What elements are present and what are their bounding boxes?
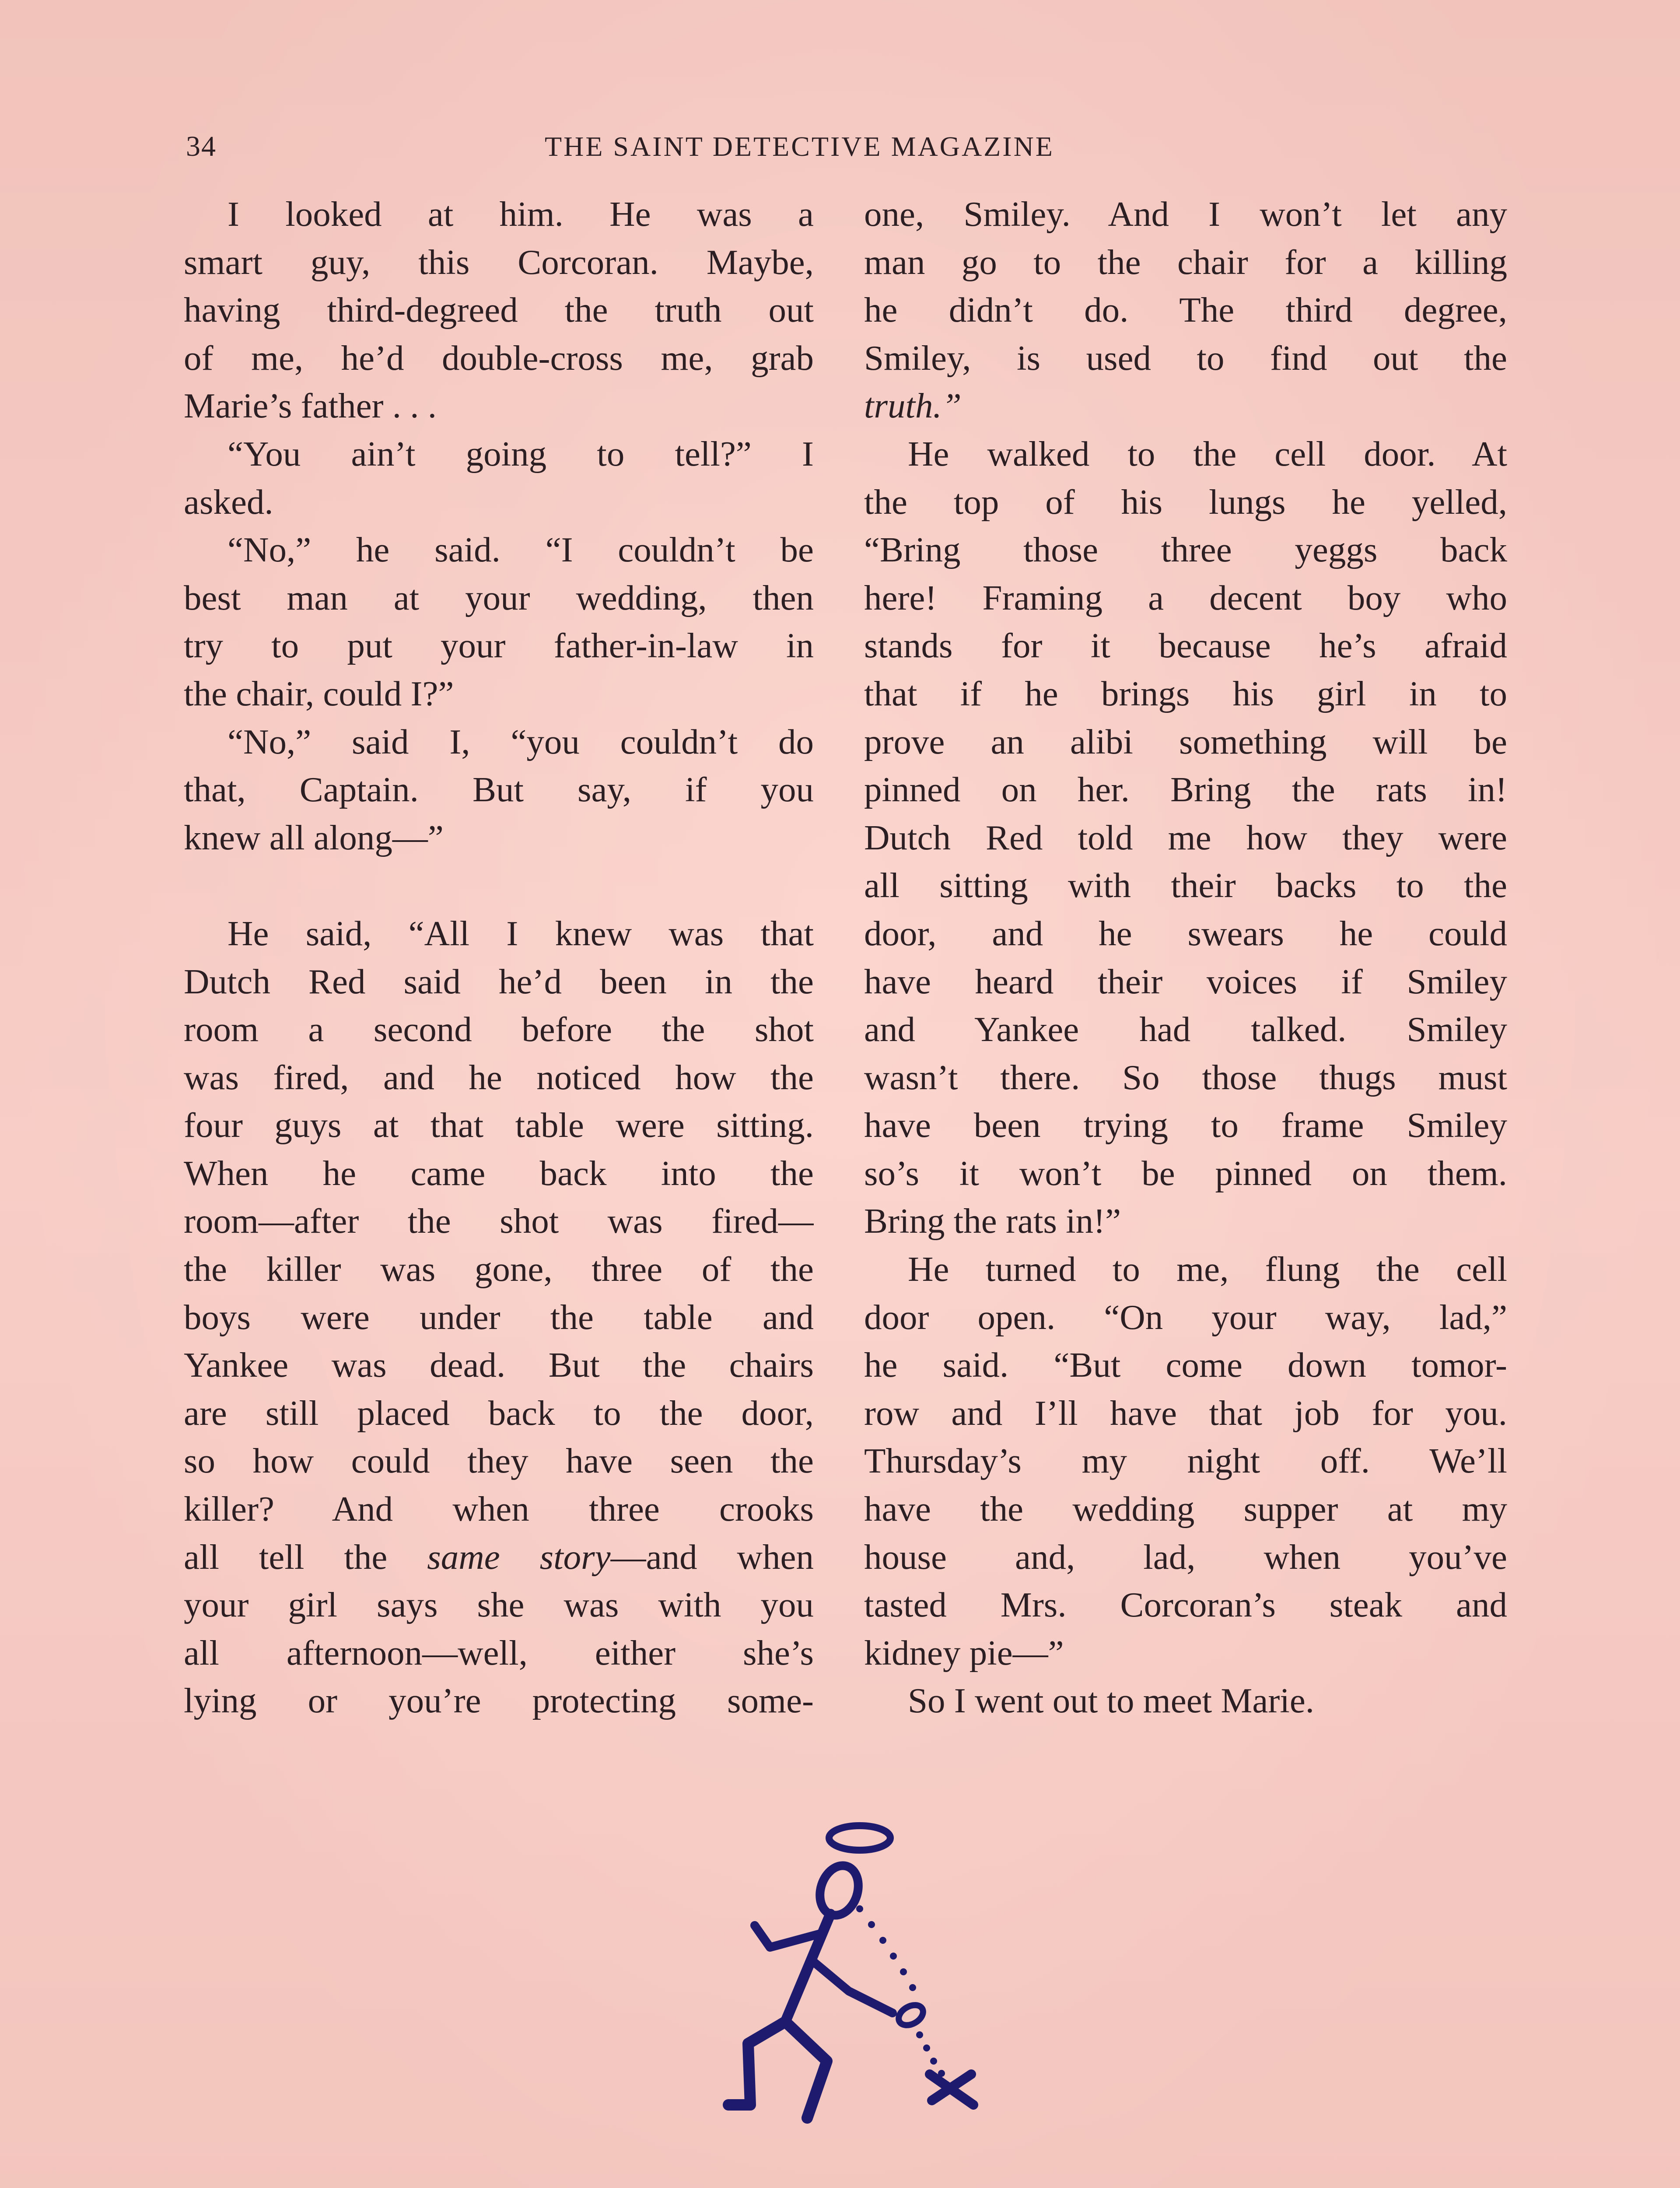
text-line: and Yankee had talked. Smiley: [864, 1010, 1507, 1049]
text-line: Thursday’s my night off. We’ll: [864, 1441, 1507, 1481]
text-line: “Bring those three yeggs back: [864, 530, 1507, 570]
text-line: one, Smiley. And I won’t let any: [864, 194, 1507, 234]
text-line: the killer was gone, three of the: [184, 1249, 814, 1289]
text-line: He said, “All I knew was that: [228, 913, 814, 953]
text-line: he didn’t do. The third degree,: [864, 290, 1507, 330]
text-line: house and, lad, when you’ve: [864, 1537, 1507, 1577]
text-line: room—after the shot was fired—: [184, 1201, 814, 1241]
text-line: man go to the chair for a killing: [864, 242, 1507, 282]
text-line: room a second before the shot: [184, 1010, 814, 1049]
text-line: pinned on her. Bring the rats in!: [864, 770, 1507, 810]
text-line: of me, he’d double-cross me, grab: [184, 338, 814, 378]
text-line: door, and he swears he could: [864, 913, 1507, 953]
text-line: kidney pie—”: [864, 1633, 1064, 1673]
text-line: four guys at that table were sitting.: [184, 1105, 814, 1145]
text-line: have been trying to frame Smiley: [864, 1105, 1507, 1145]
text-line: here! Framing a decent boy who: [864, 578, 1507, 617]
text-line: prove an alibi something will be: [864, 722, 1507, 761]
text-line: that, Captain. But say, if you: [184, 770, 814, 810]
text-line: He turned to me, flung the cell: [908, 1249, 1507, 1289]
text-line: all afternoon—well, either she’s: [184, 1633, 814, 1673]
text-line: door open. “On your way, lad,”: [864, 1297, 1507, 1337]
text-line: your girl says she was with you: [184, 1585, 814, 1625]
text-line: Smiley, is used to find out the: [864, 338, 1507, 378]
text-line: smart guy, this Corcoran. Maybe,: [184, 242, 814, 282]
text-line: truth.”: [864, 386, 962, 426]
text-line: having third-degreed the truth out: [184, 290, 814, 330]
text-line: knew all along—”: [184, 817, 444, 857]
page-header: [186, 127, 1148, 166]
text-line: Marie’s father . . .: [184, 386, 437, 426]
text-line: Bring the rats in!”: [864, 1201, 1121, 1241]
emphasis: same story: [427, 1537, 611, 1577]
text-line: so’s it won’t be pinned on them.: [864, 1153, 1507, 1193]
text-line: tasted Mrs. Corcoran’s steak and: [864, 1585, 1507, 1625]
text-line: are still placed back to the door,: [184, 1393, 814, 1433]
text-line: stands for it because he’s afraid: [864, 626, 1507, 666]
text-line: that if he brings his girl in to: [864, 673, 1507, 713]
text-line: I looked at him. He was a: [228, 194, 814, 234]
text-line: the top of his lungs he yelled,: [864, 482, 1507, 522]
text-line: Yankee was dead. But the chairs: [184, 1345, 814, 1385]
text-line: killer? And when three crooks: [184, 1489, 814, 1529]
text-line: so how could they have seen the: [184, 1441, 814, 1481]
text-line: best man at your wedding, then: [184, 578, 814, 617]
text-line: all sitting with their backs to the: [864, 866, 1507, 905]
right-column: [864, 190, 1507, 1725]
text-line: “No,” he said. “I couldn’t be: [228, 530, 814, 570]
text-line: have heard their voices if Smiley: [864, 961, 1507, 1001]
text-line: the chair, could I?”: [184, 673, 454, 713]
text-line: “No,” said I, “you couldn’t do: [228, 722, 814, 761]
text-line: “You ain’t going to tell?” I: [228, 434, 814, 473]
left-column: [184, 190, 814, 1725]
page-number: 34: [186, 130, 217, 162]
text-line: asked.: [184, 482, 273, 522]
text-line: boys were under the table and: [184, 1297, 814, 1337]
text-line: have the wedding supper at my: [864, 1489, 1507, 1529]
text-line: wasn’t there. So those thugs must: [864, 1057, 1507, 1097]
text-line: he said. “But come down tomor-: [864, 1345, 1507, 1385]
text-line: Dutch Red told me how they were: [864, 817, 1507, 857]
text-line: row and I’ll have that job for you.: [864, 1393, 1507, 1433]
text-line: all tell the same story—and when: [184, 1537, 814, 1577]
text-line: So I went out to meet Marie.: [908, 1681, 1315, 1721]
blank-line: [184, 862, 814, 910]
saint-stick-figure-icon: [709, 1816, 1002, 2135]
text-line: When he came back into the: [184, 1153, 814, 1193]
running-head: THE SAINT DETECTIVE MAGAZINE: [545, 131, 1054, 162]
text-line: Dutch Red said he’d been in the: [184, 961, 814, 1001]
text-line: He walked to the cell door. At: [908, 434, 1507, 473]
text-line: was fired, and he noticed how the: [184, 1057, 814, 1097]
text-line: try to put your father-in-law in: [184, 626, 814, 666]
text-line: lying or you’re protecting some-: [184, 1681, 814, 1721]
